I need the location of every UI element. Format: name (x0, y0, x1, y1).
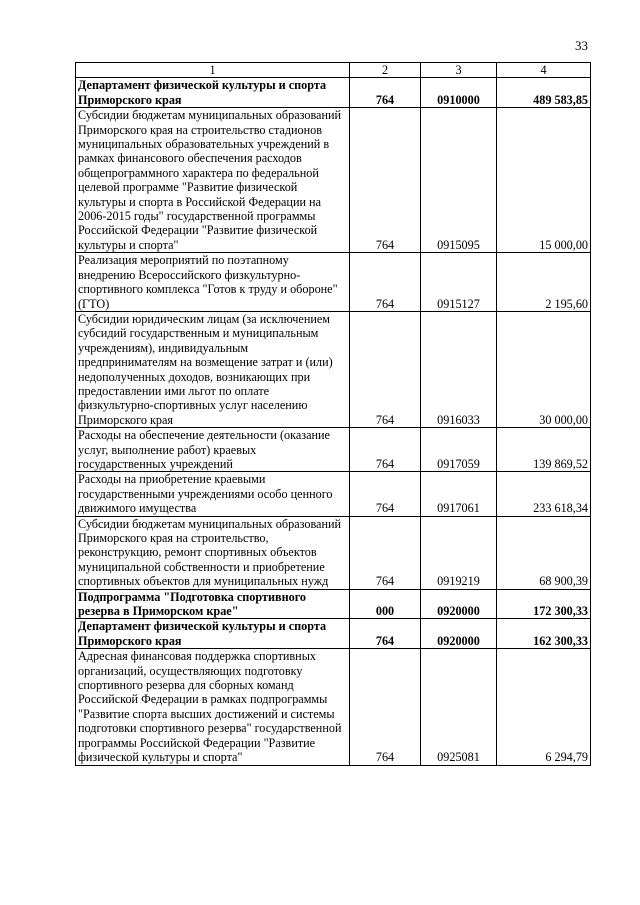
row-amount: 162 300,33 (497, 619, 591, 649)
row-code: 764 (350, 253, 421, 312)
row-name: Департамент физической культуры и спорта Приморского края (76, 619, 350, 649)
table-row (76, 428, 591, 472)
row-target-code: 0910000 (421, 78, 497, 108)
row-target-code: 0920000 (421, 589, 497, 619)
row-name: Субсидии бюджетам муниципальных образований Приморского края на строительство, реконструкцию, ремонт спортивных объектов муниципальной собственности и приобретение спортивных объектов для муниципальных нужд (76, 516, 350, 589)
row-target-code: 0915095 (421, 108, 497, 253)
table-row (76, 649, 591, 765)
row-name: Расходы на приобретение краевыми государственными учреждениями особо ценного движимого имущества (76, 472, 350, 516)
row-target-code: 0917059 (421, 428, 497, 472)
row-name: Департамент физической культуры и спорта Приморского края (76, 78, 350, 108)
header-cell-3: 3 (421, 63, 497, 78)
row-target-code: 0920000 (421, 619, 497, 649)
row-code: 764 (350, 108, 421, 253)
table-row (76, 472, 591, 516)
table-row (76, 589, 591, 619)
table-row (76, 619, 591, 649)
row-name: Адресная финансовая поддержка спортивных организаций, осуществляющих подготовку спортивного резерва для сборных команд Российской Федерации в рамках подпрограммы "Развитие спорта высших достижений и системы подготовки спортивного резерва" государственной программы Российской Федерации "Развитие физической культуры и спорта" (76, 649, 350, 765)
budget-table (75, 62, 591, 766)
row-target-code: 0915127 (421, 253, 497, 312)
row-code: 764 (350, 619, 421, 649)
row-code: 764 (350, 78, 421, 108)
row-target-code: 0925081 (421, 649, 497, 765)
table-header-row (76, 63, 591, 78)
row-code: 764 (350, 516, 421, 589)
row-amount: 233 618,34 (497, 472, 591, 516)
page-number: 33 (575, 38, 588, 53)
table-row (76, 253, 591, 312)
header-cell-2: 2 (350, 63, 421, 78)
row-target-code: 0916033 (421, 311, 497, 427)
table-row (76, 311, 591, 427)
row-target-code: 0917061 (421, 472, 497, 516)
row-code: 764 (350, 472, 421, 516)
table-row (76, 516, 591, 589)
table-row (76, 108, 591, 253)
row-amount: 68 900,39 (497, 516, 591, 589)
row-target-code: 0919219 (421, 516, 497, 589)
row-amount: 489 583,85 (497, 78, 591, 108)
row-code: 764 (350, 649, 421, 765)
row-amount: 139 869,52 (497, 428, 591, 472)
row-code: 000 (350, 589, 421, 619)
row-amount: 2 195,60 (497, 253, 591, 312)
row-amount: 30 000,00 (497, 311, 591, 427)
row-amount: 15 000,00 (497, 108, 591, 253)
row-name: Расходы на обеспечение деятельности (оказание услуг, выполнение работ) краевых государственных учреждений (76, 428, 350, 472)
header-cell-4: 4 (497, 63, 591, 78)
row-amount: 6 294,79 (497, 649, 591, 765)
header-cell-1: 1 (76, 63, 350, 78)
row-name: Субсидии юридическим лицам (за исключением субсидий государственным и муниципальным учреждениям), индивидуальным предпринимателям на возмещение затрат и (или) недополученных доходов, возникающих при предоставлении ими льгот по оплате физкультурно-спортивных услуг населению Приморского края (76, 311, 350, 427)
row-code: 764 (350, 311, 421, 427)
row-name: Субсидии бюджетам муниципальных образований Приморского края на строительство стадионов муниципальных образовательных учреждений в рамках финансового обеспечения расходов общепрограммного характера по федеральной целевой программе "Развитие физической культуры и спорта в Российской Федерации на 2006-2015 годы" государственной программы Российской Федерации "Развитие физической культуры и спорта" (76, 108, 350, 253)
row-code: 764 (350, 428, 421, 472)
row-name: Подпрограмма "Подготовка спортивного резерва в Приморском крае" (76, 589, 350, 619)
row-name: Реализация мероприятий по поэтапному внедрению Всероссийского физкультурно-спортивного комплекса "Готов к труду и обороне" (ГТО) (76, 253, 350, 312)
row-amount: 172 300,33 (497, 589, 591, 619)
table-row (76, 78, 591, 108)
